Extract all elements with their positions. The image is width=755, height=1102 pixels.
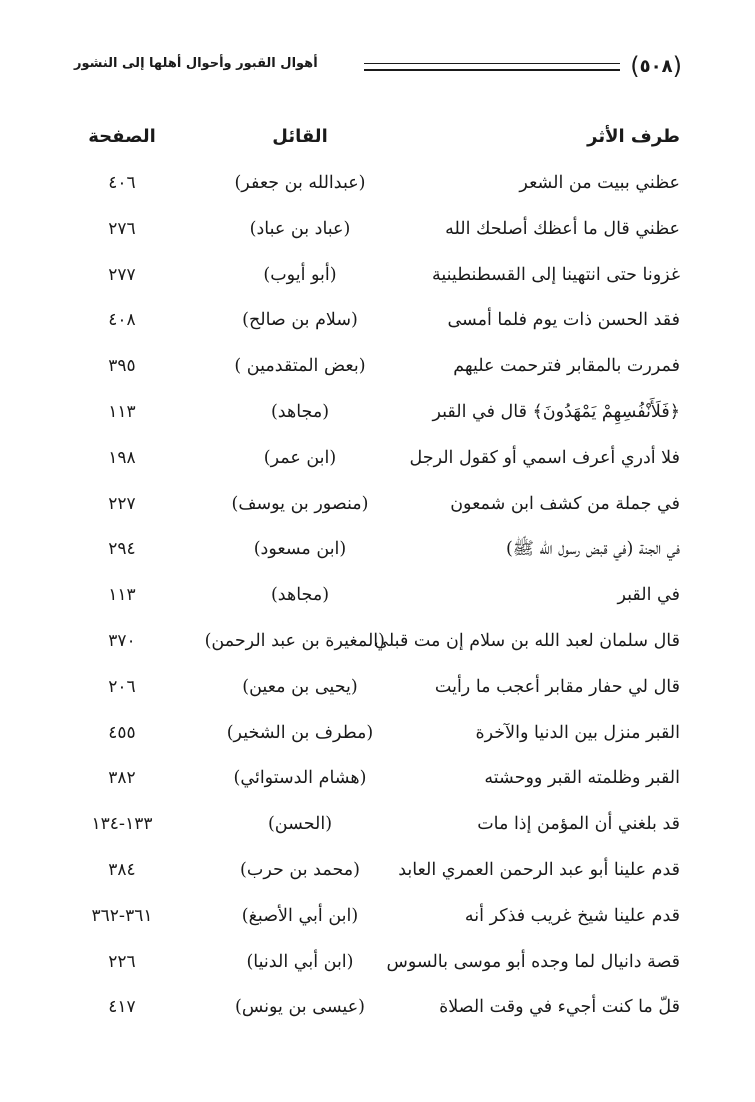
page-ref: ٣٩٥ [108,356,136,377]
athar-text: فقد الحسن ذات يوم فلما أمسى [447,310,680,331]
sayer-name: (منصور بن يوسف) [231,493,369,514]
sayer-name: (هشام الدستوائي) [233,768,367,789]
sayer-name: (بعض المتقدمين ) [234,356,366,377]
table-row [70,992,680,1038]
page-ref: ٤٠٦ [108,173,136,193]
page-ref: ٣٧٠ [108,630,136,651]
table-row [70,534,680,580]
page-ref: ٤٥٥ [108,722,136,743]
athar-text: قد بلغني أن المؤمن إذا مات [477,814,680,835]
athar-text: في القبر [617,585,680,606]
sayer-name: (مجاهد) [270,585,330,606]
sayer-name: (عباد بن عباد) [249,218,351,239]
sayer-name: (ابن أبي الدنيا) [246,951,354,972]
athar-text: القبر وظلمته القبر ووحشته [484,768,680,789]
athar-text: عظني قال ما أعظك أصلحك الله [445,218,680,239]
athar-text: قدم علينا أبو عبد الرحمن العمري العابد [398,859,680,880]
table-row [70,305,680,351]
sayer-name: (عيسى بن يونس) [235,997,365,1018]
athar-text: فمررت بالمقابر فترحمت عليهم [453,356,680,377]
table-row [70,901,680,947]
athar-text: غزونا حتى انتهينا إلى القسطنطينية [431,264,680,285]
sayer-name: (الحسن) [267,814,333,835]
athar-text: قصة دانيال لما وجده أبو موسى بالسوس [386,951,680,972]
table-row [70,947,680,993]
sayer-name: (ابن أبي الأصبغ) [241,905,359,926]
page-number: (٥٠٨) [630,52,682,80]
athar-text: القبر منزل بين الدنيا والآخرة [475,722,680,743]
index-table [70,168,680,1038]
page-ref: ٣٨٢ [108,768,136,789]
page-ref: ٢٩٤ [108,539,136,560]
book-title: أهوال القبور وأحوال أهلها إلى النشور [74,56,318,71]
table-row [70,260,680,306]
sayer-name: (يحيى بن معين) [242,676,358,697]
sayer-name: (ابن مسعود) [253,539,347,560]
athar-text: فلا أدري أعرف اسمي أو كقول الرجل [409,447,680,468]
sayer-name: (أبو أيوب) [263,264,337,285]
table-row [70,672,680,718]
table-row [70,855,680,901]
page-ref: ٣٨٤ [108,859,136,880]
column-headers [70,126,680,154]
running-header [74,52,682,86]
athar-text: ﴿فَلَأَنْفُسِهِمْ يَمْهَدُونَ﴾ قال في القبر [432,401,680,422]
page-ref: ١١٣ [108,401,136,422]
athar-text: في جملة من كشف ابن شمعون [450,493,680,514]
table-row [70,351,680,397]
table-row [70,443,680,489]
athar-text: قال لي حفار مقابر أعجب ما رأيت [434,676,680,697]
athar-text: قال سلمان لعبد الله بن سلام إن مت قبلي [374,630,680,651]
athar-text: في الجنة (في قبض رسول الله ﷺ) [505,539,680,560]
page-ref: ١١٣ [108,585,136,606]
table-row [70,626,680,672]
athar-text: عظني ببيت من الشعر [519,173,680,193]
page-ref: ١٣٣-١٣٤ [91,814,153,835]
page-ref: ٢٢٦ [108,951,136,972]
table-row [70,168,680,214]
sayer-name: (محمد بن حرب) [240,859,360,880]
page-ref: ٢٧٧ [108,264,136,285]
sayer-name: (عبدالله بن جعفر) [234,173,366,193]
page-ref: ١٩٨ [108,447,136,468]
table-row [70,489,680,535]
sayer-name: (سلام بن صالح) [242,310,358,331]
table-row [70,763,680,809]
page-ref: ٢٧٦ [108,218,136,239]
table-row [70,214,680,260]
column-header-page: الصفحة [88,126,156,147]
column-header-sayer: القائل [272,126,328,147]
sayer-name: (مجاهد) [270,401,330,422]
athar-text: قلّ ما كنت أجيء في وقت الصلاة [439,997,680,1018]
header-rule [364,63,620,71]
page-ref: ٤٠٨ [108,310,136,331]
page-ref: ٣٦١-٣٦٢ [91,905,153,926]
athar-text: قدم علينا شيخ غريب فذكر أنه [464,905,680,926]
page-ref: ٤١٧ [108,997,136,1018]
table-row [70,809,680,855]
table-row [70,397,680,443]
page-ref: ٢٢٧ [108,493,136,514]
table-row [70,580,680,626]
table-row [70,718,680,764]
sayer-name: (مطرف بن الشخير) [226,722,374,743]
sayer-name: (ابن عمر) [263,447,337,468]
page-ref: ٢٠٦ [108,676,136,697]
sayer-name: (المغيرة بن عبد الرحمن) [204,630,385,651]
column-header-athar: طرف الأثر [587,126,680,147]
